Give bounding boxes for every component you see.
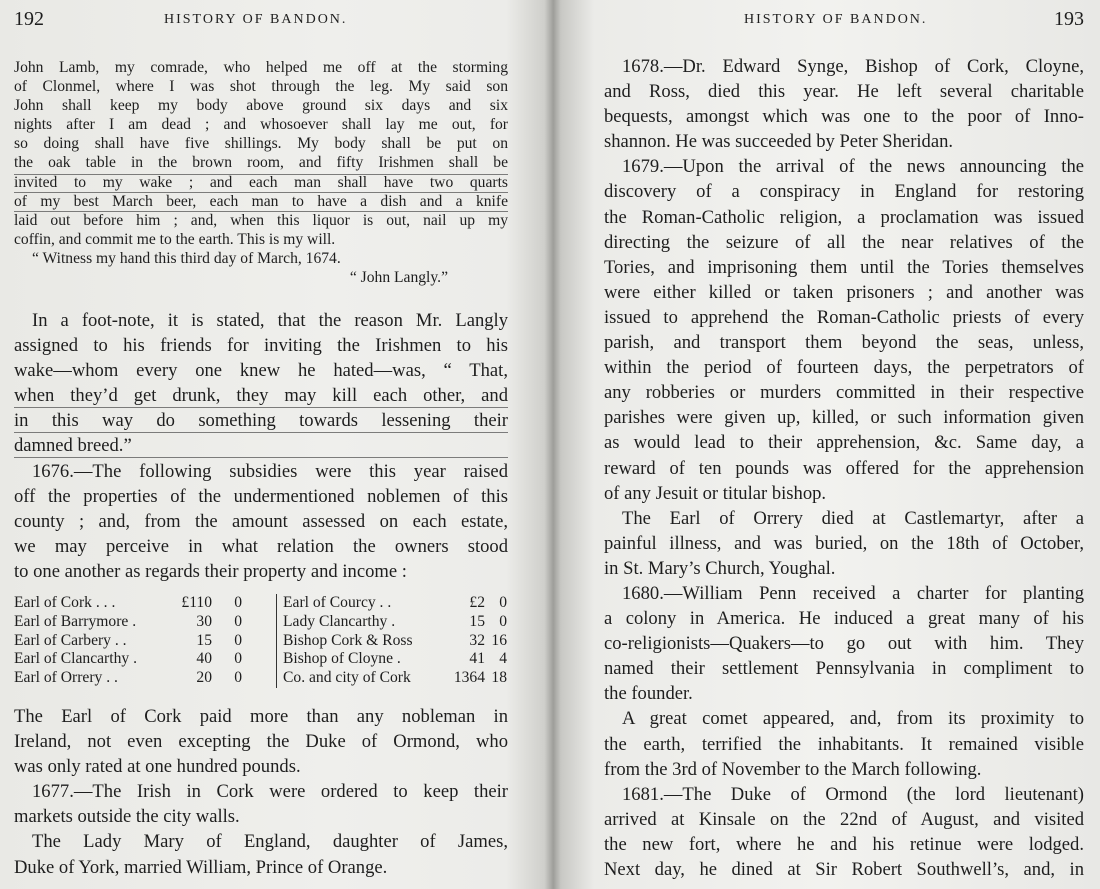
text-line: to one another as regards their property and income : — [14, 560, 407, 582]
text-line: The Earl of Cork paid more than any nobleman in — [14, 706, 508, 727]
text-line: “ Witness my hand this third day of March, 1674. — [32, 249, 341, 267]
text-line: in St. Mary’s Church, Youghal. — [604, 557, 836, 579]
text-line: The Earl of Orrery died at Castlemartyr, after a — [622, 507, 1084, 529]
text-line: directing the seizure of all the near relatives of the — [604, 231, 1084, 253]
text-line: 1679.—Upon the arrival of the news announcing the — [622, 156, 1084, 178]
text-line: “ John Langly.” — [349, 269, 448, 287]
subsidy-name: Co. and city of Cork — [283, 669, 411, 687]
subsidy-shillings: 0 — [499, 612, 507, 630]
text-line: parish, and transport them beyond the seas, unless, — [604, 332, 1084, 354]
page-number-left: 192 — [14, 8, 44, 30]
subsidy-name: Earl of Clancarthy . — [14, 650, 137, 668]
text-line: of my best March beer, each man to have a dish and a knife — [14, 192, 508, 210]
subsidy-name: Earl of Orrery . . — [14, 669, 118, 687]
subsidy-name: Lady Clancarthy . — [283, 612, 396, 630]
text-line: laid out before him ; and, when this liquor is out, nail up my — [14, 211, 508, 229]
pencil-underline — [14, 407, 508, 408]
text-line: The Lady Mary of England, daughter of James, — [32, 831, 508, 853]
text-line: so doing shall have five shillings. My body shall be put on — [14, 135, 508, 153]
subsidy-shillings: 0 — [234, 669, 242, 687]
subsidy-pounds: 30 — [196, 612, 212, 630]
earl-of-cork-paragraphs — [14, 704, 508, 880]
subsidy-row — [14, 650, 274, 669]
pencil-underline — [14, 192, 508, 193]
subsidy-pounds: 1364 — [453, 669, 485, 687]
will-quotation — [14, 58, 508, 287]
subsidy-pounds: 41 — [469, 650, 485, 668]
subsidy-row — [14, 669, 274, 688]
text-line: co-religionists—Quakers—to go out with him. They — [604, 633, 1084, 655]
chronicle-1678-1681 — [604, 54, 1084, 882]
text-line: 1678.—Dr. Edward Synge, Bishop of Cork, Cloyne, — [622, 56, 1084, 77]
text-line: a colony in America. He induced a great many of his — [604, 608, 1084, 630]
subsidy-pounds: 32 — [469, 631, 485, 649]
subsidy-shillings: 0 — [234, 594, 242, 611]
text-line: the founder. — [604, 683, 693, 705]
text-line: of Clonmel, where I was shot through the leg. My said son — [14, 78, 508, 96]
text-line: 1676.—The following subsidies were this year raised — [32, 460, 508, 482]
text-line: and Ross, died this year. He left several charitable — [604, 81, 1084, 103]
text-line: the new fort, where he and his retinue were lodged. — [604, 833, 1084, 855]
text-line: markets outside the city walls. — [14, 806, 240, 828]
text-line: issued to apprehend the Roman-Catholic priests of every — [604, 306, 1084, 328]
subsidy-row — [283, 650, 510, 669]
text-line: parishes were given up, killed, or such information given — [604, 407, 1084, 429]
subsidy-shillings: 4 — [499, 650, 507, 668]
text-line: shannon. He was succeeded by Peter Sheridan. — [604, 131, 954, 153]
subsidy-row — [283, 669, 510, 688]
text-line: the oak table in the brown room, and fifty Irishmen shall be — [14, 154, 508, 172]
subsidies-column-left — [14, 594, 274, 688]
subsidy-shillings: 0 — [234, 631, 242, 649]
text-line: painful illness, and was buried, on the 18th of October, — [604, 532, 1084, 554]
text-line: we may perceive in what relation the owners stood — [14, 535, 508, 557]
subsidy-row — [283, 632, 510, 651]
running-title-right: HISTORY OF BANDON. — [744, 12, 928, 27]
subsidy-pounds: £110 — [181, 594, 212, 611]
subsidy-name: Bishop of Cloyne . — [283, 650, 401, 668]
subsidy-row — [14, 632, 274, 651]
text-line: within the period of fourteen days, the perpetrators of — [604, 357, 1084, 379]
subsidy-pounds: 40 — [196, 650, 212, 668]
subsidy-shillings: 0 — [499, 594, 507, 611]
text-line: were either killed or taken prisoners ; and another was — [604, 281, 1084, 303]
text-line: In a foot-note, it is stated, that the reason Mr. Langly — [32, 310, 508, 331]
subsidy-pounds: 15 — [469, 612, 485, 630]
text-line: in this way do something towards lessening their — [14, 410, 508, 432]
text-line: discovery of a conspiracy in England for restoring — [604, 181, 1084, 203]
subsidy-row — [283, 613, 510, 632]
subsidy-pounds: 15 — [196, 631, 212, 649]
subsidy-pounds: 20 — [196, 669, 212, 687]
text-line: invited to my wake ; and each man shall have two quarts — [14, 173, 508, 191]
text-line: assigned to his friends for inviting the Irishmen to his — [14, 335, 508, 357]
page-number-right: 193 — [1054, 8, 1084, 30]
pencil-underline — [14, 174, 508, 175]
text-line: 1681.—The Duke of Ormond (the lord lieutenant) — [622, 783, 1084, 805]
subsidy-row — [14, 613, 274, 632]
text-line: county ; and, from the amount assessed on each estate, — [14, 510, 508, 532]
text-line: as would lead to their apprehension, &c. Same day, a — [604, 432, 1084, 454]
right-page — [604, 0, 1084, 889]
subsidy-row — [14, 594, 274, 613]
pencil-underline — [14, 457, 508, 458]
text-line: John shall keep my body above ground six days and six — [14, 97, 508, 115]
subsidy-name: Bishop Cork & Ross — [283, 631, 413, 649]
text-line: arrived at Kinsale on the 22nd of August, and visited — [604, 808, 1084, 830]
text-line: 1680.—William Penn received a charter for planting — [622, 582, 1084, 604]
pencil-underline — [14, 432, 508, 433]
text-line: when they’d get drunk, they may kill each other, and — [14, 385, 508, 407]
subsidy-shillings: 0 — [234, 612, 242, 630]
footnote-and-subsidies-paragraphs — [14, 308, 508, 584]
text-line: Ireland, not even excepting the Duke of Ormond, who — [14, 731, 508, 753]
pencil-underline — [14, 211, 508, 212]
text-line: Next day, he dined at Sir Robert Southwell’s, and, in — [604, 859, 1084, 880]
subsidy-shillings: 0 — [234, 650, 242, 668]
text-line: damned breed.” — [14, 435, 132, 457]
text-line: off the properties of the undermentioned noblemen of this — [14, 485, 508, 507]
text-line: any robberies or murders committed in their respective — [604, 382, 1084, 404]
text-line: from the 3rd of November to the March following. — [604, 758, 982, 780]
text-line: coffin, and commit me to the earth. This is my will. — [14, 230, 336, 248]
text-line: A great comet appeared, and, from its proximity to — [622, 708, 1084, 730]
text-line: bequests, amongst which was one to the poor of Inno- — [604, 106, 1084, 128]
text-line: Duke of York, married William, Prince of Orange. — [14, 856, 388, 878]
left-page — [14, 0, 508, 889]
text-line: reward of ten pounds was offered for the apprehension — [604, 457, 1084, 479]
running-head-left — [14, 0, 508, 40]
subsidies-column-right — [276, 594, 510, 688]
text-line: nights after I am dead ; and whosoever shall lay me out, for — [14, 116, 508, 134]
text-line: the Roman-Catholic religion, a proclamation was issued — [604, 206, 1084, 228]
text-line: wake—whom every one knew he hated—was, “ That, — [14, 360, 508, 382]
running-head-right — [604, 0, 1084, 40]
subsidy-pounds: £2 — [469, 594, 485, 611]
running-title-left: HISTORY OF BANDON. — [164, 12, 348, 27]
subsidy-name: Earl of Carbery . . — [14, 631, 127, 649]
subsidy-row — [283, 594, 510, 613]
subsidy-shillings: 16 — [491, 631, 507, 649]
text-line: the earth, terrified the inhabitants. It remained visible — [604, 733, 1084, 755]
subsidy-name: Earl of Courcy . . — [283, 594, 392, 611]
text-line: 1677.—The Irish in Cork were ordered to keep their — [32, 781, 508, 803]
text-line: John Lamb, my comrade, who helped me off at the storming — [14, 59, 508, 76]
subsidy-name: Earl of Barrymore . — [14, 612, 137, 630]
text-line: was only rated at one hundred pounds. — [14, 756, 301, 778]
subsidy-name: Earl of Cork . . . — [14, 594, 116, 611]
subsidy-shillings: 18 — [491, 669, 507, 687]
text-line: of any Jesuit or titular bishop. — [604, 482, 827, 504]
text-line: Tories, and imprisoning them until the Tories themselves — [604, 256, 1084, 278]
text-line: named their settlement Pennsylvania in compliment to — [604, 658, 1084, 680]
